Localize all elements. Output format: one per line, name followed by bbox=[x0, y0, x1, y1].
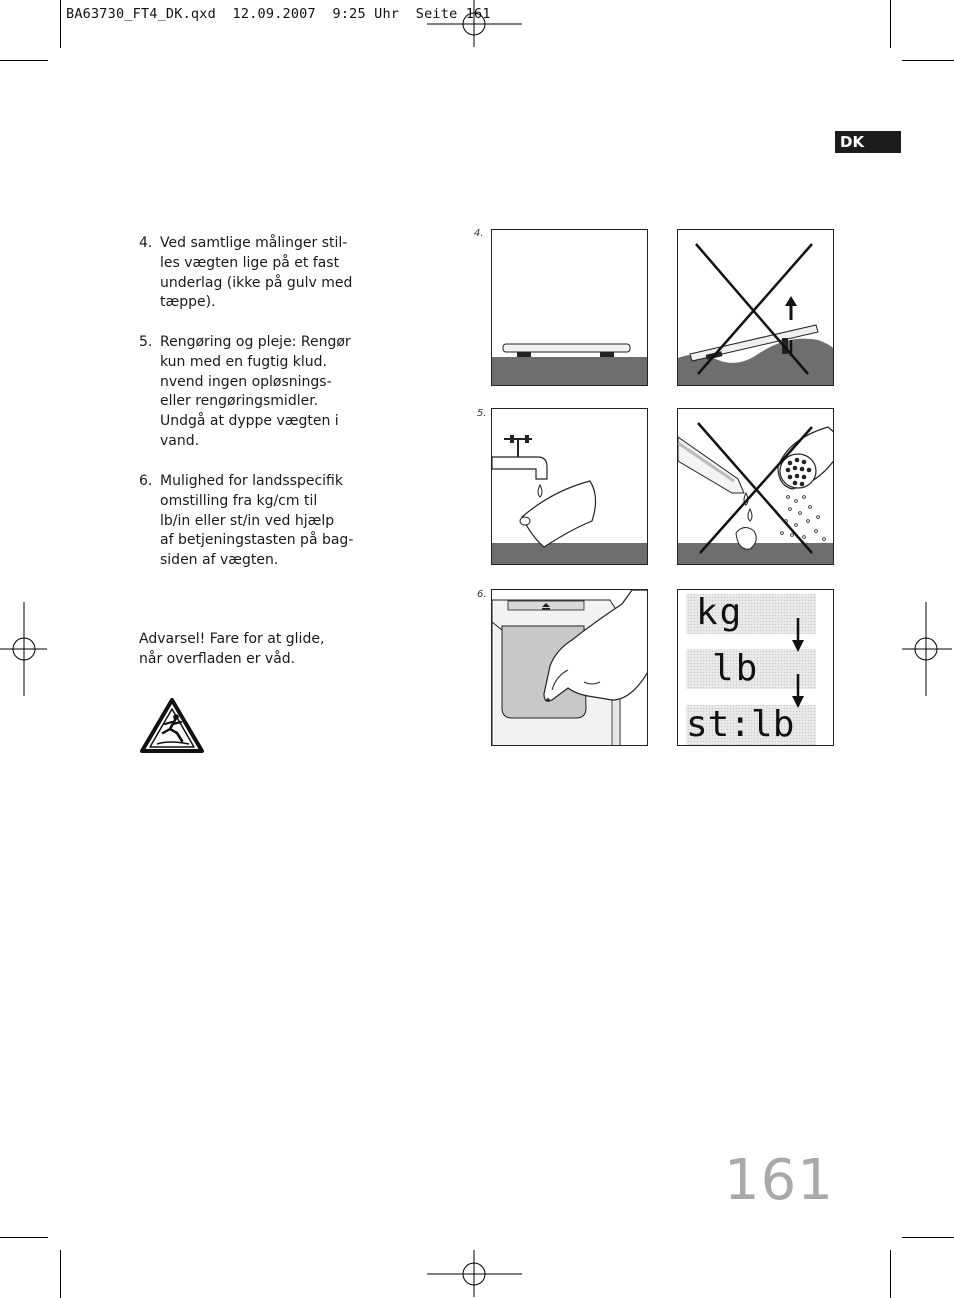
figure-press-unit-button bbox=[491, 589, 648, 746]
instruction-line: les vægten lige på et fast bbox=[160, 254, 340, 271]
instruction-line: kun med en fugtig klud. bbox=[160, 353, 328, 370]
page-number: 161 bbox=[724, 1148, 834, 1213]
registration-mark-left bbox=[0, 600, 48, 698]
slippery-floor-warning-icon bbox=[139, 697, 205, 755]
instruction-item-5 bbox=[139, 333, 369, 452]
figure-unit-display-sequence bbox=[677, 589, 834, 746]
crop-mark bbox=[902, 1237, 954, 1238]
language-badge: DK bbox=[835, 131, 901, 153]
instruction-line: vand. bbox=[160, 432, 200, 449]
registration-mark-right bbox=[902, 600, 954, 698]
instruction-line: Ved samtlige målinger stil- bbox=[160, 235, 348, 251]
slip-warning bbox=[139, 630, 379, 670]
crop-mark bbox=[0, 1237, 48, 1238]
instruction-line: Mulighed for landsspecifik bbox=[160, 473, 343, 489]
instruction-line: lb/in eller st/in ved hjælp bbox=[160, 512, 335, 529]
crop-mark bbox=[60, 1250, 61, 1298]
crop-mark bbox=[902, 60, 954, 61]
instruction-number: 4. bbox=[139, 235, 153, 251]
instruction-line: nvend ingen opløsnings- bbox=[160, 373, 332, 390]
warning-line: når overfladen er våd. bbox=[139, 650, 296, 667]
figure-damp-cloth-faucet bbox=[491, 408, 648, 565]
figure-no-solvents-crossed bbox=[677, 408, 834, 565]
instruction-line: Rengøring og pleje: Rengør bbox=[160, 334, 351, 350]
warning-line: Advarsel! Fare for at glide, bbox=[139, 631, 325, 647]
crop-mark bbox=[890, 0, 891, 48]
instruction-number: 6. bbox=[139, 473, 153, 489]
unit-display-kg: kg bbox=[696, 592, 744, 633]
instruction-item-6 bbox=[139, 472, 369, 571]
instruction-line: siden af vægten. bbox=[160, 552, 279, 569]
registration-mark-bottom bbox=[425, 1250, 525, 1298]
crop-mark bbox=[890, 1250, 891, 1298]
crop-mark bbox=[60, 0, 61, 48]
instruction-line: eller rengøringsmidler. bbox=[160, 393, 319, 410]
instruction-line: omstilling fra kg/cm til bbox=[160, 492, 318, 509]
crop-mark bbox=[0, 60, 48, 61]
figure-label-4: 4. bbox=[474, 228, 484, 239]
instruction-line: Undgå at dyppe vægten i bbox=[160, 413, 339, 430]
unit-display-lb: lb bbox=[712, 648, 760, 689]
instruction-item-4 bbox=[139, 234, 369, 313]
instruction-number: 5. bbox=[139, 334, 153, 350]
figure-label-6: 6. bbox=[477, 589, 487, 600]
figure-scale-level-floor bbox=[491, 229, 648, 386]
instruction-line: underlag (ikke på gulv med bbox=[160, 274, 353, 291]
unit-display-st-lb: st:lb bbox=[686, 704, 795, 745]
print-slug: BA63730_FT4_DK.qxd 12.09.2007 9:25 Uhr Seite 161 bbox=[66, 6, 491, 22]
figure-label-5: 5. bbox=[477, 408, 487, 419]
instruction-line: af betjeningstasten på bag- bbox=[160, 532, 354, 549]
instruction-line: tæppe). bbox=[160, 294, 216, 311]
figure-scale-on-carpet-crossed bbox=[677, 229, 834, 386]
